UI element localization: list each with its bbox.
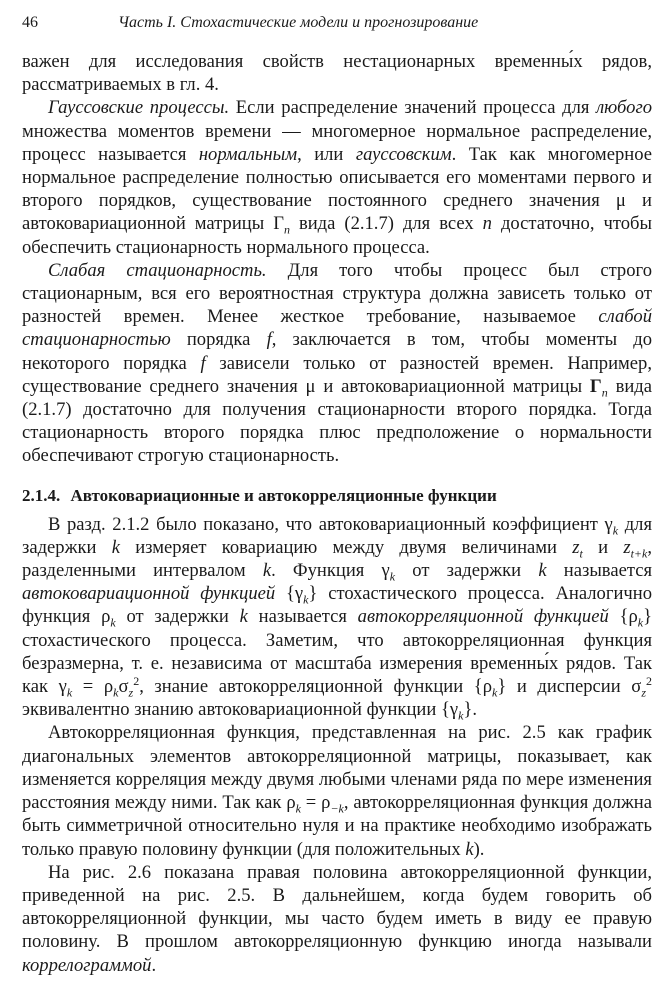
text-run: от задержки bbox=[115, 606, 240, 628]
text-run: k bbox=[458, 709, 464, 723]
text-run: σ bbox=[118, 676, 129, 698]
text-run: достаточно, чтобы обеспечить стационарность нормального процесса. bbox=[22, 213, 652, 258]
text-run: зависели только от разностей времен. Например, существование среднего значения μ и автоковариационной матрицы bbox=[22, 352, 653, 397]
page-header bbox=[22, 14, 652, 42]
text-run: порядка bbox=[170, 329, 267, 351]
text-run: Для того чтобы процесс был строго стационарным, вся его вероятностная структура должна зависеть только от разностей времен. Менее жесткое требование, называемое bbox=[22, 259, 652, 328]
text-run: В разд. 2.1.2 было показано, что автоковариационный коэффициент γ bbox=[48, 513, 613, 535]
paragraphs-after-section bbox=[22, 513, 652, 977]
text-run: k bbox=[637, 616, 644, 631]
text-run: . Функция γ bbox=[271, 560, 390, 582]
text-run: . bbox=[151, 954, 157, 976]
text-run: . Так как многомерное нормальное распределение полностью описывается его моментами первого и второго порядков, существование постоянного среднего значения μ и автоковариационной матрицы Γ bbox=[22, 143, 652, 235]
text-run: и bbox=[582, 536, 624, 558]
book-page bbox=[22, 14, 652, 977]
text-run: k bbox=[110, 616, 116, 631]
text-run: ). bbox=[473, 838, 485, 860]
text-run: , знание автокорреляционной функции {ρ bbox=[139, 676, 492, 698]
text-run: t bbox=[579, 546, 583, 561]
section-number: 2.1.4. bbox=[22, 485, 61, 505]
text-run: Гауссовские процессы. bbox=[48, 97, 230, 119]
page-number: 46 bbox=[22, 14, 38, 31]
text-run: вида (2.1.7) для всех bbox=[289, 213, 483, 235]
text-run: k bbox=[113, 685, 119, 700]
text-run: от задержки bbox=[395, 560, 539, 582]
text-run: n bbox=[283, 223, 290, 238]
text-run: f bbox=[200, 352, 206, 374]
text-run: , разделенными интервалом bbox=[22, 536, 653, 582]
text-run: k bbox=[303, 592, 309, 607]
text-run: k bbox=[239, 606, 248, 628]
text-run: {γ bbox=[275, 583, 304, 605]
text-run: z bbox=[641, 685, 647, 700]
text-run: k bbox=[262, 560, 272, 582]
text-run: , или bbox=[297, 143, 356, 165]
paragraph bbox=[22, 96, 652, 258]
text-run: измеряет ковариацию между двумя величинами bbox=[119, 536, 573, 558]
text-run: }. bbox=[463, 699, 478, 721]
text-run: k bbox=[111, 536, 120, 558]
text-run: k bbox=[465, 838, 474, 860]
text-run: k bbox=[538, 560, 547, 582]
text-run: f bbox=[266, 329, 272, 351]
text-run: Слабая стационарность. bbox=[48, 259, 267, 281]
text-run: слабой стационарностью bbox=[22, 306, 652, 351]
text-run: , заключается в том, чтобы моменты до некоторого порядка bbox=[22, 329, 653, 374]
page-body bbox=[22, 50, 652, 977]
paragraph bbox=[22, 513, 652, 722]
text-run: } стохастического процесса. Аналогично функция ρ bbox=[22, 583, 653, 628]
text-run: z bbox=[128, 685, 134, 700]
text-run: называется bbox=[546, 560, 653, 582]
text-run: 2 bbox=[646, 673, 653, 688]
text-run: множества моментов времени — многомерное нормальное распределение, процесс называется bbox=[22, 120, 652, 165]
text-run: Если распределение значений процесса для bbox=[229, 97, 597, 119]
text-run: На рис. 2.6 показана правая половина автокорреляционной функции, приведенной на рис. 2.5. В дальнейшем, когда будем говорить об автокорреляционной функции, мы часто будем иметь в виду ее правую половину. В прошлом автокорреляционную функцию иногда называли bbox=[22, 861, 652, 953]
section-title: Автоковариационные и автокорреляционные функции bbox=[70, 485, 497, 505]
text-run: нормальным bbox=[198, 143, 298, 165]
text-run: k bbox=[389, 569, 396, 584]
text-run: n bbox=[482, 213, 492, 235]
text-run: } стохастического процесса. Заметим, что автокорреляционная функция безразмерна, т. е. независима от масштаба измерения временны́х рядов. Так как γ bbox=[22, 606, 653, 698]
text-run: эквивалентно знанию автоковариационной функции {γ bbox=[22, 699, 459, 721]
text-run: коррелограммой bbox=[22, 954, 152, 976]
text-run: t+k bbox=[630, 546, 648, 561]
text-run: автокорреляционной функцией bbox=[357, 606, 609, 628]
text-run: −k bbox=[330, 801, 344, 816]
text-run: , автокорреляционная функция должна быть симметричной относительно нуля и на практике необходимо изображать только правую половину функции (для положительных bbox=[22, 792, 652, 860]
text-run: k bbox=[612, 523, 619, 538]
paragraph bbox=[22, 721, 652, 860]
text-run: Автокорреляционная функция, представленная на рис. 2.5 как график диагональных элементов автокорреляционной матрицы, показывает, как изменяется корреляция между двумя любыми членами ряда по мере изменения расстояния между ними. Так как ρ bbox=[22, 722, 652, 814]
text-run: любого bbox=[596, 97, 652, 119]
text-run: = ρ bbox=[300, 792, 331, 814]
text-run: для задержки bbox=[22, 513, 652, 558]
text-run: гауссовским bbox=[355, 143, 452, 165]
text-run: z bbox=[623, 536, 631, 558]
text-run: k bbox=[66, 685, 73, 700]
text-run: вида (2.1.7) достаточно для получения стационарности второго порядка. Тогда стационарность второго порядка плюс предположение о нормальности обеспечивают строгую стационарность. bbox=[22, 375, 653, 467]
text-run: называется bbox=[247, 606, 358, 628]
paragraph bbox=[22, 50, 652, 96]
text-run: 2 bbox=[133, 673, 140, 688]
text-run: z bbox=[572, 536, 580, 558]
text-run: = ρ bbox=[72, 676, 114, 698]
text-run: n bbox=[601, 385, 608, 400]
text-run: Γ bbox=[589, 375, 602, 397]
text-run: k bbox=[492, 685, 498, 700]
running-title: Часть I. Стохастические модели и прогнозирование bbox=[118, 14, 479, 31]
text-run: автоковариационной функцией bbox=[22, 583, 276, 605]
text-run: {ρ bbox=[608, 606, 638, 628]
text-run: важен для исследования свойств нестационарных временны́х рядов, рассматриваемых в гл. 4. bbox=[22, 51, 652, 96]
paragraph bbox=[22, 861, 652, 977]
text-run: k bbox=[295, 801, 301, 816]
text-run: } и дисперсии σ bbox=[497, 676, 642, 698]
paragraphs-before-section bbox=[22, 50, 652, 468]
section-heading bbox=[22, 485, 652, 507]
paragraph bbox=[22, 259, 652, 468]
